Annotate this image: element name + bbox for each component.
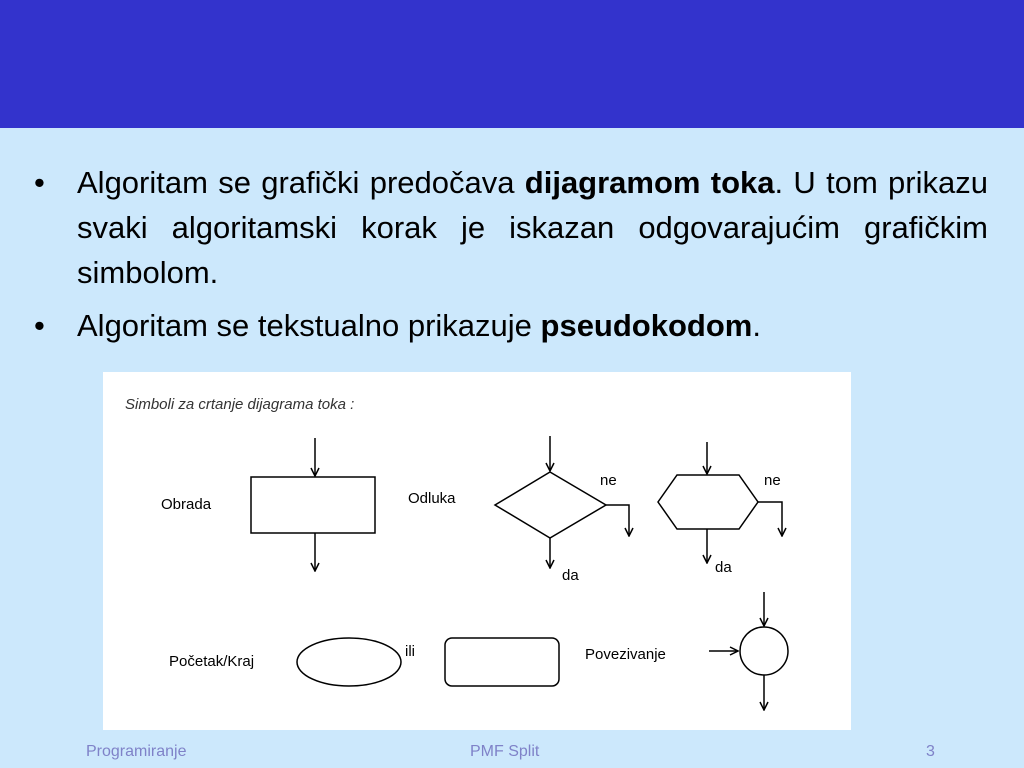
footer-course: Programiranje xyxy=(86,743,187,760)
decision-hexagon xyxy=(658,475,758,529)
figure-heading: Simboli za crtanje dijagrama toka : xyxy=(125,396,355,413)
bullet-item-pseudocode xyxy=(32,303,988,348)
label-connector: Povezivanje xyxy=(585,646,666,663)
terminal-rounded-rect xyxy=(445,638,559,686)
bullet-dot: • xyxy=(34,308,45,343)
label-or: ili xyxy=(405,643,415,660)
footer-institution: PMF Split xyxy=(470,743,540,760)
process-rectangle xyxy=(251,477,375,533)
bullet-text-start: Algoritam se grafički predočava xyxy=(77,165,525,200)
flowchart-symbols-diagram xyxy=(103,372,851,730)
bullet-item-flowchart xyxy=(32,160,988,295)
label-hexagon-no: ne xyxy=(764,472,781,489)
bullet-bold-term: pseudokodom xyxy=(540,308,753,343)
bullet-list xyxy=(32,160,988,356)
label-hexagon-yes: da xyxy=(715,559,732,576)
bullet-text-end: . U tom prikazu svaki algoritamski korak je iskazan odgovarajućim grafičkim simbolom. xyxy=(77,165,988,290)
label-decision: Odluka xyxy=(408,490,456,507)
label-process: Obrada xyxy=(161,496,212,513)
bullet-text-start: Algoritam se tekstualno prikazuje xyxy=(77,308,541,343)
bullet-dot: • xyxy=(34,165,45,200)
footer-page-number: 3 xyxy=(926,743,935,760)
bullet-bold-term: dijagramom toka xyxy=(524,165,775,200)
decision-no-arrow xyxy=(606,505,629,536)
bullet-text-end: . xyxy=(752,308,761,343)
connector-circle xyxy=(740,627,788,675)
flowchart-symbols-figure xyxy=(103,372,851,730)
decision-diamond xyxy=(495,472,606,538)
label-decision-yes: da xyxy=(562,567,579,584)
terminal-ellipse xyxy=(297,638,401,686)
label-decision-no: ne xyxy=(600,472,617,489)
label-start-end: Početak/Kraj xyxy=(169,653,255,670)
hexagon-no-arrow xyxy=(758,502,782,536)
slide-title-bar xyxy=(0,0,1024,128)
